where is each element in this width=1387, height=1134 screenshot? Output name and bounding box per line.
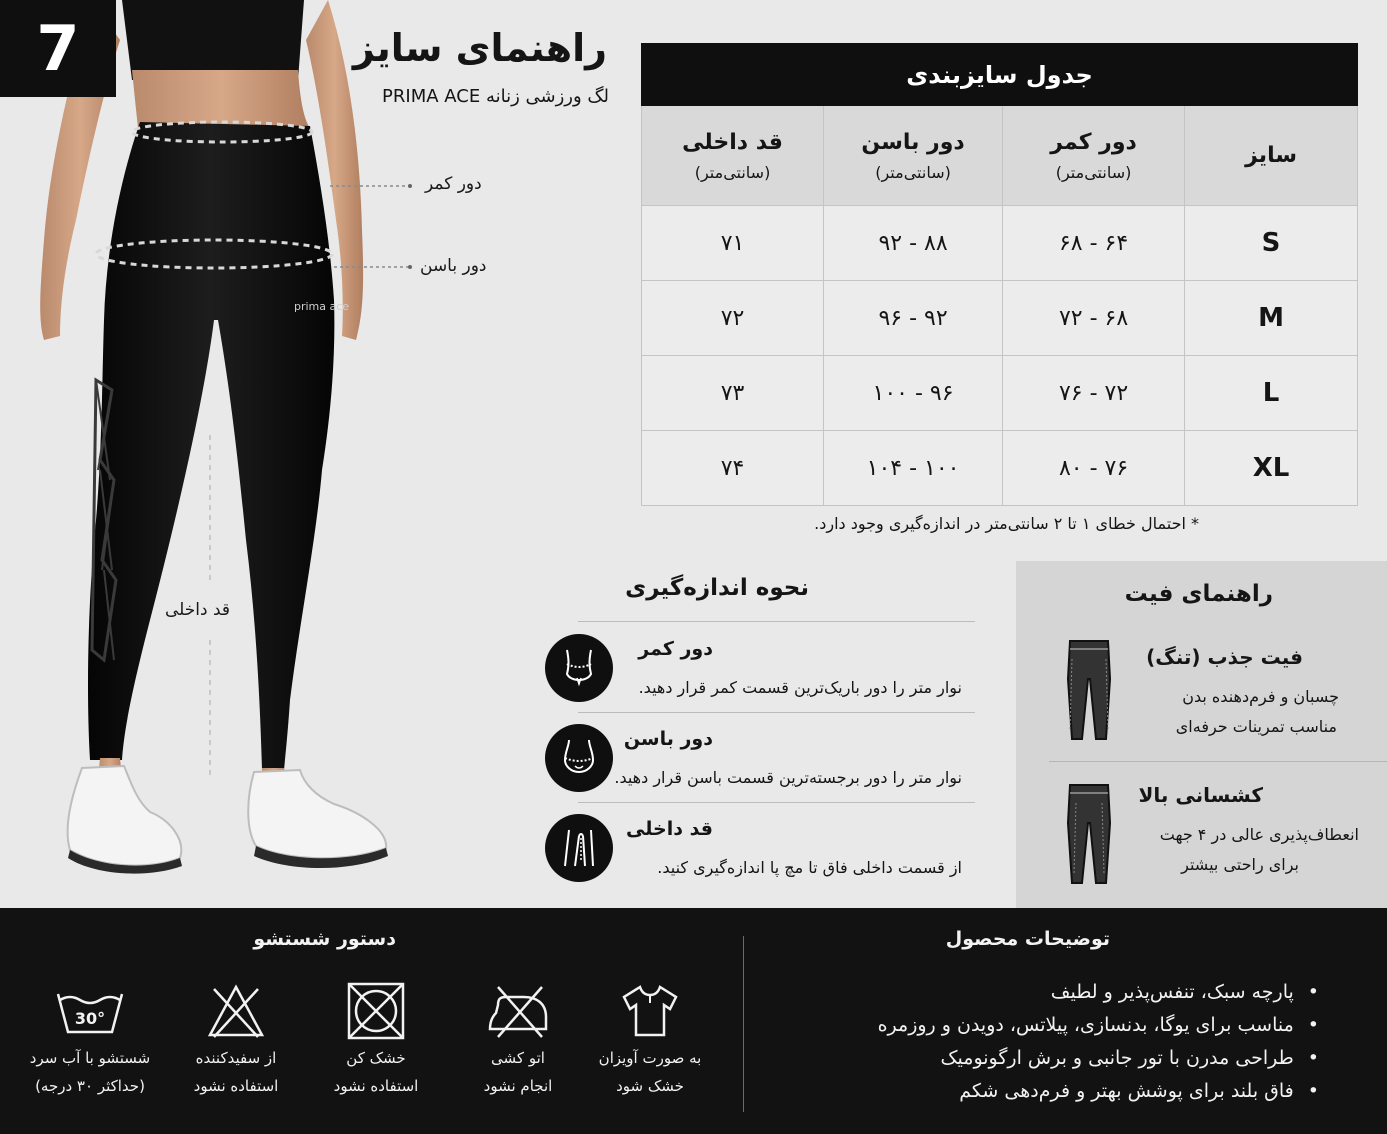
table-row bbox=[642, 281, 1358, 356]
product-subtitle: لگ ورزشی زنانه PRIMA ACE bbox=[382, 86, 609, 107]
fit-item-name: کشسانی بالا bbox=[1138, 783, 1263, 807]
no-tumble-dry-icon bbox=[306, 978, 446, 1044]
table-row bbox=[642, 206, 1358, 281]
care-item-line: انجام نشود bbox=[483, 1077, 553, 1095]
no-bleach-icon bbox=[166, 978, 306, 1044]
care-item-hang bbox=[580, 978, 720, 1100]
care-item-wash bbox=[20, 978, 160, 1100]
number-badge: 7 bbox=[0, 0, 116, 97]
column-header-size: سایز bbox=[1185, 106, 1358, 206]
list-item: • پارچه سبک، تنفس‌پذیر و لطیف bbox=[878, 976, 1319, 1009]
waist-cell: ۶۴ - ۶۸ bbox=[1003, 206, 1185, 281]
measure-item-title: قد داخلی bbox=[626, 818, 713, 840]
fit-item-line: چسبان و فرم‌دهنده بدن bbox=[1182, 687, 1339, 706]
column-header-hip: دور باسن (سانتی‌متر) bbox=[824, 106, 1003, 206]
no-iron-icon bbox=[448, 978, 588, 1044]
fit-item-name: فیت جذب (تنگ) bbox=[1146, 645, 1303, 669]
list-item: • فاق بلند برای پوشش بهتر و فرم‌دهی شکم bbox=[878, 1075, 1319, 1108]
care-item-line: از سفیدکننده bbox=[195, 1049, 277, 1067]
inseam-cell: ۷۳ bbox=[642, 356, 824, 431]
product-figure bbox=[0, 0, 420, 905]
inseam-annotation: قد داخلی bbox=[165, 600, 231, 620]
divider bbox=[1049, 761, 1387, 762]
bottom-info-bar bbox=[0, 908, 1387, 1134]
list-item: • مناسب برای یوگا، بدنسازی، پیلاتس، دویدن و روزمره bbox=[878, 1009, 1319, 1042]
care-item-line: استفاده نشود bbox=[333, 1077, 419, 1095]
inseam-measure-icon bbox=[545, 814, 613, 882]
waist-cell: ۷۶ - ۸۰ bbox=[1003, 431, 1185, 506]
column-header-waist: دور کمر (سانتی‌متر) bbox=[1003, 106, 1185, 206]
size-table-caption: جدول سایزبندی bbox=[642, 44, 1358, 106]
hip-measure-icon bbox=[545, 724, 613, 792]
fit-item-line: انعطاف‌پذیری عالی در ۴ جهت bbox=[1159, 825, 1359, 844]
waist-cell: ۶۸ - ۷۲ bbox=[1003, 281, 1185, 356]
fit-item-line: برای راحتی بیشتر bbox=[1181, 855, 1299, 874]
care-item-line: خشک کن bbox=[346, 1049, 406, 1067]
measure-item-title: دور باسن bbox=[623, 728, 713, 750]
table-row bbox=[642, 431, 1358, 506]
measure-section-title: نحوه اندازه‌گیری bbox=[625, 575, 809, 601]
care-item-line: شستشو با آب سرد bbox=[29, 1049, 151, 1067]
care-section-title: دستور شستشو bbox=[253, 928, 396, 950]
size-cell: XL bbox=[1185, 431, 1358, 506]
description-section-title: توضیحات محصول bbox=[945, 928, 1110, 950]
fit-item-stretch bbox=[1016, 783, 1387, 918]
fit-item-line: مناسب تمرینات حرفه‌ای bbox=[1175, 717, 1337, 736]
measure-item-waist bbox=[545, 622, 975, 712]
list-item: • طراحی مدرن با تور جانبی و برش ارگونومیک bbox=[878, 1042, 1319, 1075]
inseam-cell: ۷۱ bbox=[642, 206, 824, 281]
divider bbox=[743, 936, 744, 1112]
fit-guide-title: راهنمای فیت bbox=[1124, 581, 1273, 607]
description-list bbox=[878, 976, 1319, 1108]
care-item-bleach bbox=[166, 978, 306, 1100]
measure-item-hip bbox=[545, 712, 975, 802]
size-cell: S bbox=[1185, 206, 1358, 281]
waist-measure-icon bbox=[545, 634, 613, 702]
measure-item-inseam bbox=[545, 802, 975, 892]
waist-annotation: دور کمر bbox=[425, 174, 482, 194]
page-title: راهنمای سایز bbox=[352, 26, 607, 70]
care-item-line: خشک شود bbox=[616, 1077, 684, 1095]
measure-item-title: دور کمر bbox=[638, 638, 713, 660]
measurement-note: * احتمال خطای ۱ تا ۲ سانتی‌متر در اندازه‌گیری وجود دارد. bbox=[814, 514, 1199, 533]
hang-dry-icon bbox=[580, 978, 720, 1044]
column-header-inseam: قد داخلی (سانتی‌متر) bbox=[642, 106, 824, 206]
size-cell: L bbox=[1185, 356, 1358, 431]
care-item-line: به صورت آویزان bbox=[598, 1049, 702, 1067]
inseam-cell: ۷۴ bbox=[642, 431, 824, 506]
waist-cell: ۷۲ - ۷۶ bbox=[1003, 356, 1185, 431]
wash-temperature: 30° bbox=[74, 1009, 106, 1028]
size-cell: M bbox=[1185, 281, 1358, 356]
inseam-cell: ۷۲ bbox=[642, 281, 824, 356]
hip-annotation: دور باسن bbox=[420, 256, 487, 276]
hip-cell: ۹۲ - ۹۶ bbox=[824, 281, 1003, 356]
wash-30-icon bbox=[20, 978, 160, 1044]
size-table bbox=[641, 43, 1358, 506]
legging-tight-icon bbox=[1064, 639, 1114, 743]
care-item-iron bbox=[448, 978, 588, 1100]
care-item-line: استفاده نشود bbox=[193, 1077, 279, 1095]
legging-stretch-icon bbox=[1064, 783, 1114, 887]
measure-item-desc: نوار متر را دور برجسته‌ترین قسمت باسن قرار دهید. bbox=[614, 768, 962, 787]
hip-cell: ۹۶ - ۱۰۰ bbox=[824, 356, 1003, 431]
measure-item-desc: از قسمت داخلی فاق تا مچ پا اندازه‌گیری کنید. bbox=[657, 858, 962, 877]
fit-guide-panel bbox=[1016, 561, 1387, 908]
care-item-dryer bbox=[306, 978, 446, 1100]
care-item-line: اتو کشی bbox=[491, 1049, 545, 1067]
waistband-brand: prima ace bbox=[294, 300, 350, 313]
hip-cell: ۸۸ - ۹۲ bbox=[824, 206, 1003, 281]
care-item-line: (حداکثر ۳۰ درجه) bbox=[35, 1077, 145, 1095]
measure-item-desc: نوار متر را دور باریک‌ترین قسمت کمر قرار دهید. bbox=[638, 678, 962, 697]
table-row bbox=[642, 356, 1358, 431]
hip-cell: ۱۰۰ - ۱۰۴ bbox=[824, 431, 1003, 506]
fit-item-tight bbox=[1016, 639, 1387, 774]
